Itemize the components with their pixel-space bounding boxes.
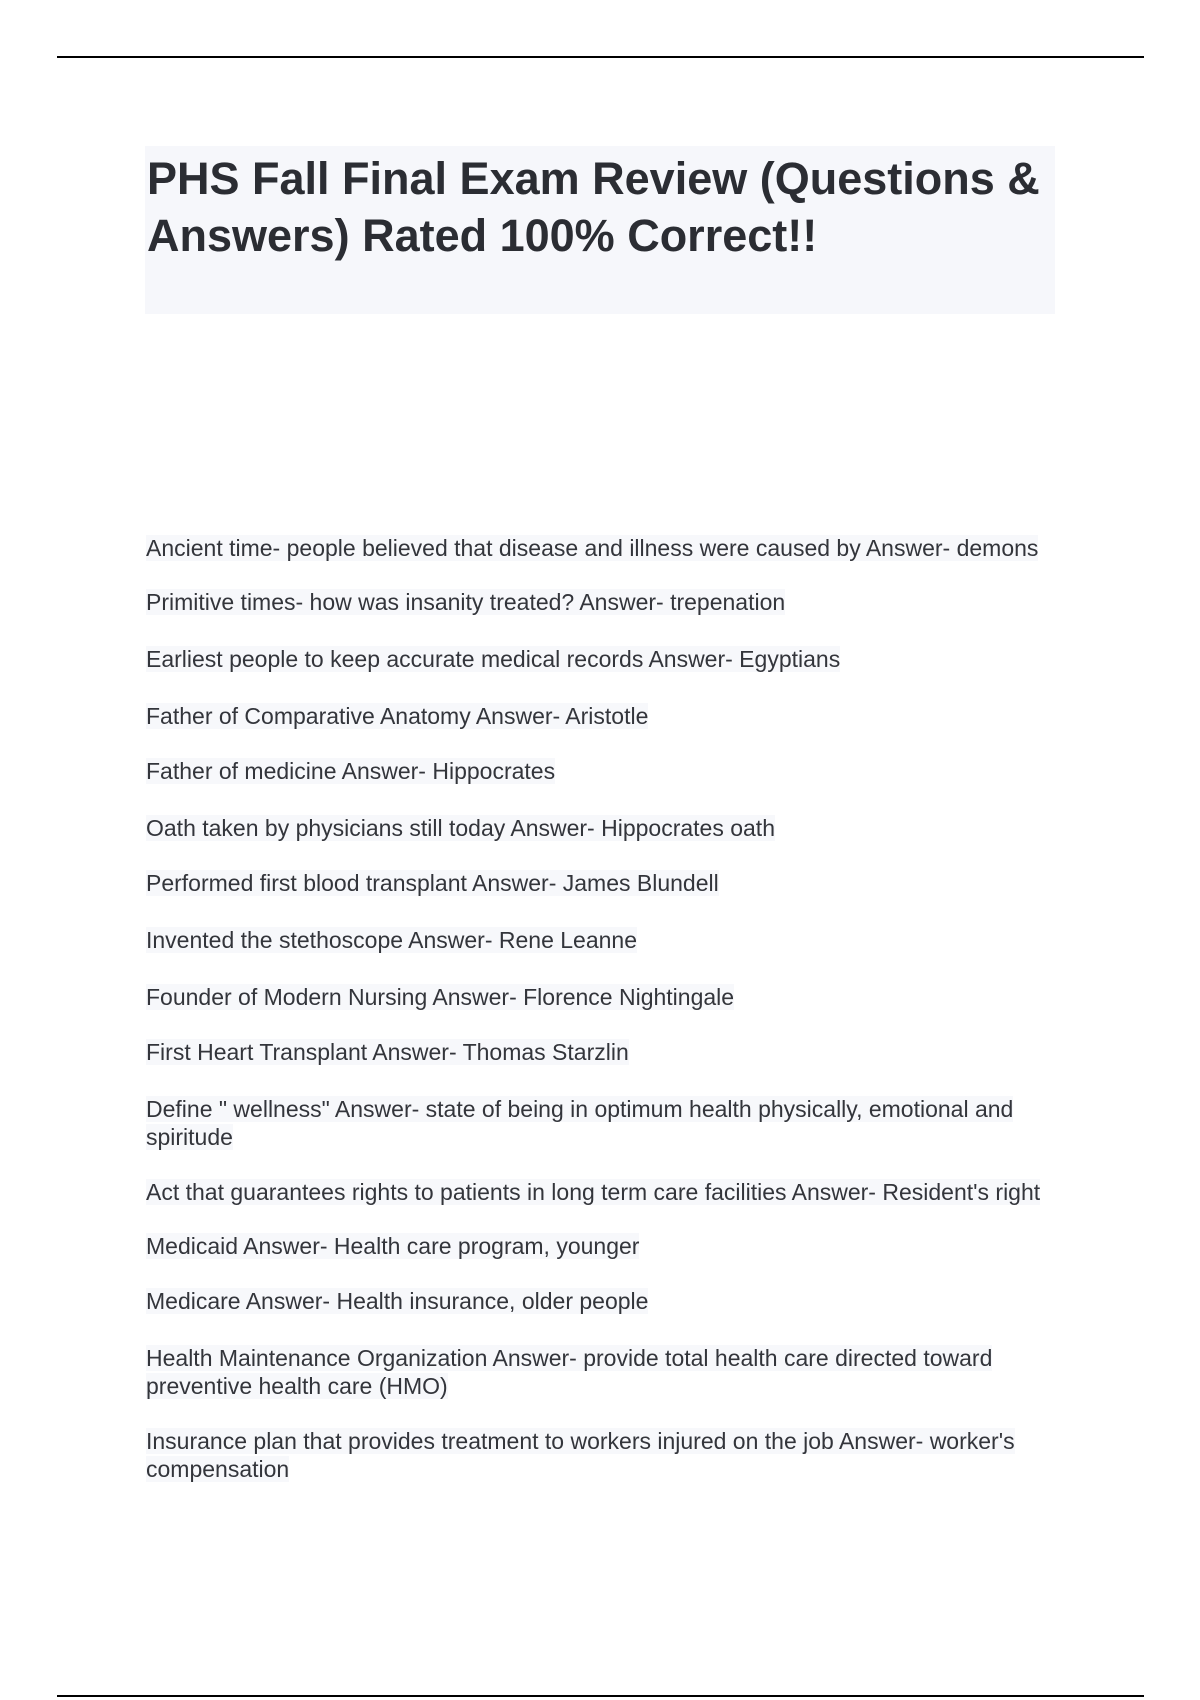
qa-item	[146, 1095, 1066, 1151]
qa-item	[146, 814, 1066, 842]
qa-item	[146, 534, 1066, 562]
qa-item-text: Invented the stethoscope Answer- Rene Leanne	[146, 927, 638, 953]
qa-item-text: Father of Comparative Anatomy Answer- Aristotle	[146, 703, 649, 729]
qa-item-text: First Heart Transplant Answer- Thomas Starzlin	[146, 1039, 629, 1065]
qa-item	[146, 1178, 1066, 1206]
qa-item	[146, 926, 1066, 954]
qa-item	[146, 869, 1066, 897]
qa-item-text: Primitive times- how was insanity treated? Answer- trepenation	[146, 589, 786, 615]
qa-item-text: Medicaid Answer- Health care program, younger	[146, 1233, 640, 1259]
title-block	[145, 146, 1055, 314]
qa-item	[146, 1038, 1066, 1066]
qa-item-text: Earliest people to keep accurate medical records Answer- Egyptians	[146, 646, 841, 672]
qa-item	[146, 1427, 1066, 1483]
qa-item-text: Define " wellness" Answer- state of being in optimum health physically, emotional and spiritude	[146, 1096, 1014, 1150]
qa-item-text: Founder of Modern Nursing Answer- Florence Nightingale	[146, 984, 735, 1010]
qa-item	[146, 588, 1066, 616]
qa-item	[146, 1344, 1066, 1400]
qa-item-text: Performed first blood transplant Answer- James Blundell	[146, 870, 719, 896]
qa-item	[146, 983, 1066, 1011]
qa-item-text: Ancient time- people believed that disease and illness were caused by Answer- demons	[146, 535, 1039, 561]
qa-item-text: Health Maintenance Organization Answer- provide total health care directed toward preventive health care (HMO)	[146, 1345, 993, 1399]
qa-item-text: Father of medicine Answer- Hippocrates	[146, 758, 556, 784]
qa-item-text: Insurance plan that provides treatment to workers injured on the job Answer- worker's compensation	[146, 1428, 1015, 1482]
qa-item	[146, 1287, 1066, 1315]
qa-item	[146, 757, 1066, 785]
qa-item-text: Oath taken by physicians still today Answer- Hippocrates oath	[146, 815, 775, 841]
document-title: PHS Fall Final Exam Review (Questions & Answers) Rated 100% Correct!!	[147, 153, 1040, 261]
qa-item	[146, 1232, 1066, 1260]
qa-list	[146, 534, 1066, 1483]
qa-item	[146, 645, 1066, 673]
bottom-rule	[57, 1695, 1144, 1697]
qa-item-text: Medicare Answer- Health insurance, older people	[146, 1288, 649, 1314]
top-rule	[57, 56, 1144, 58]
qa-item-text: Act that guarantees rights to patients in long term care facilities Answer- Resident's right	[146, 1179, 1041, 1205]
qa-item	[146, 702, 1066, 730]
